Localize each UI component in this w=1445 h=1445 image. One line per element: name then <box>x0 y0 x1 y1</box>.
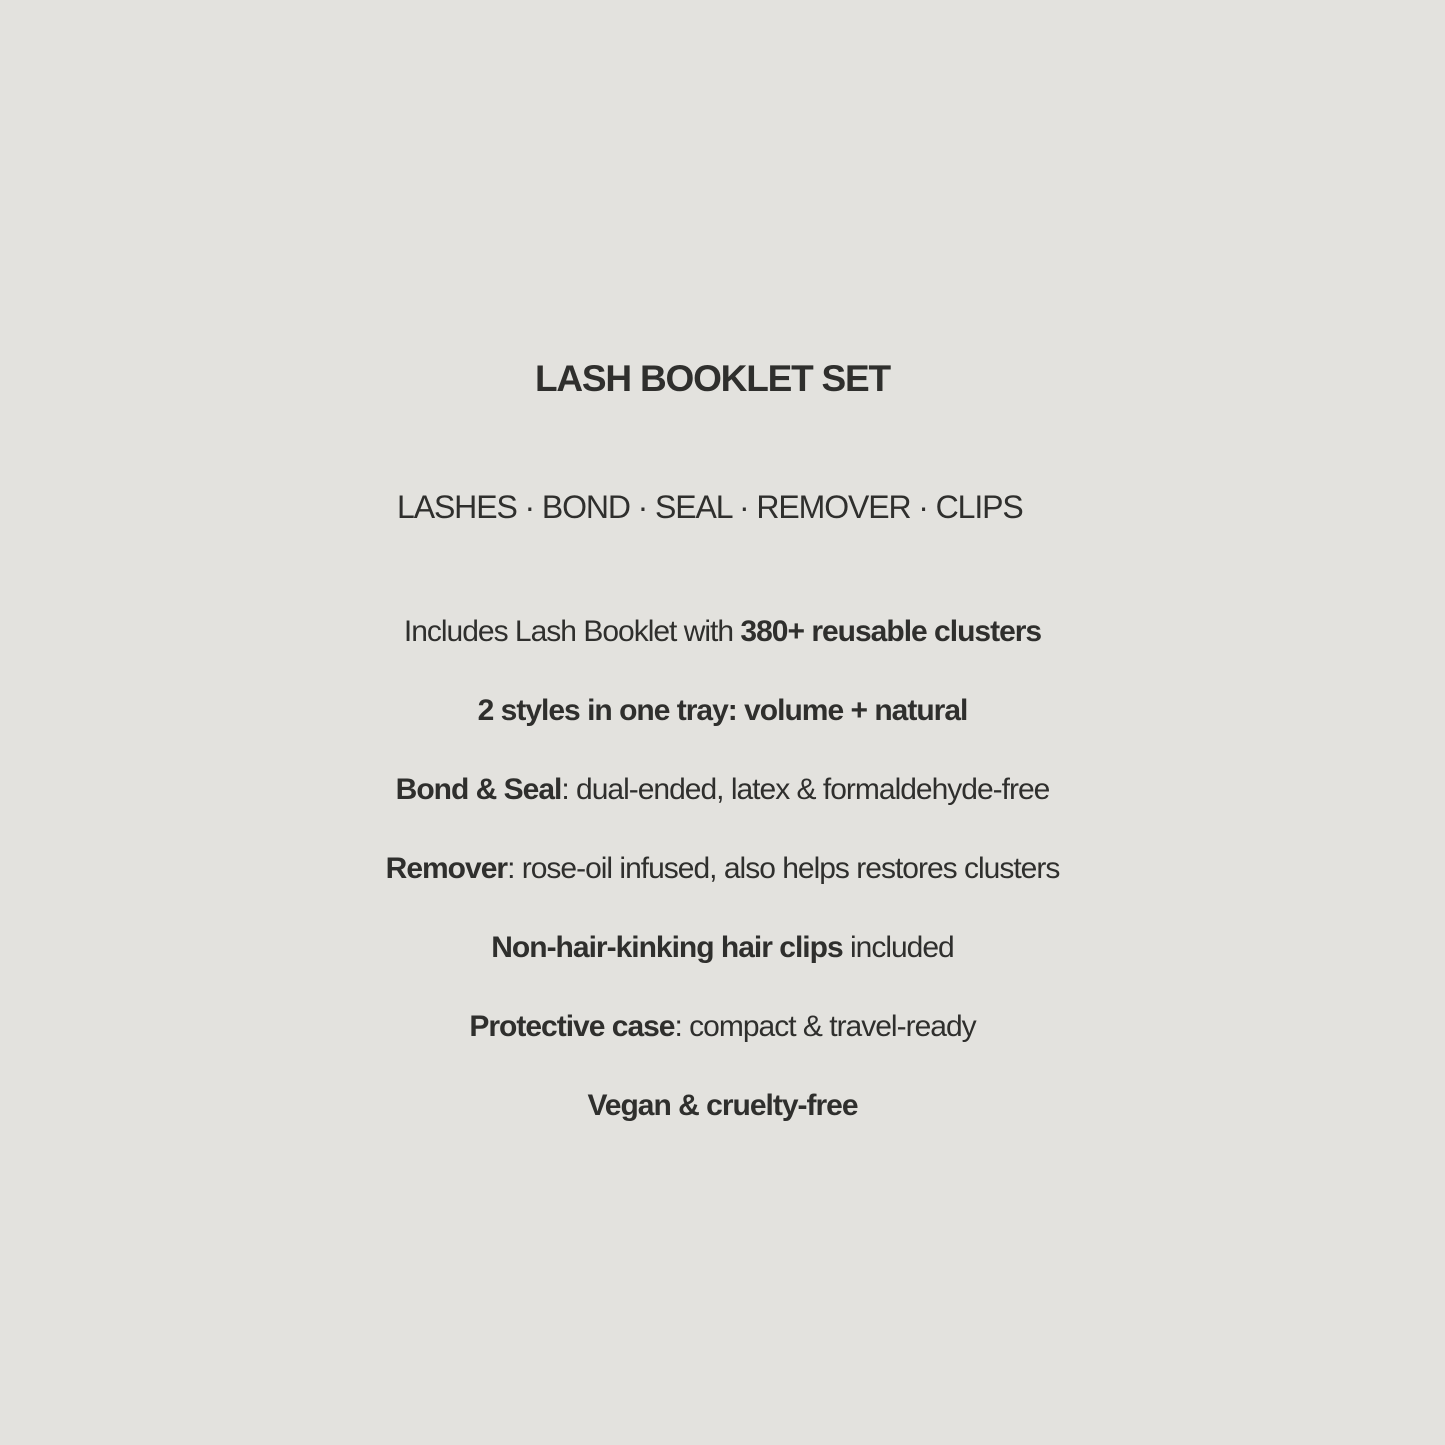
feature-list <box>0 611 1445 1164</box>
page-title: LASH BOOKLET SET <box>535 358 890 399</box>
feature-item-booklet <box>0 611 1445 690</box>
feature-lead-text: Includes Lash Booklet with <box>403 615 741 648</box>
feature-tail-text: included <box>842 931 954 964</box>
feature-tail-text: : compact & travel-ready <box>674 1010 976 1043</box>
feature-highlight-text: 380+ reusable clusters <box>740 615 1042 648</box>
components-line: LASHES · BOND · SEAL · REMOVER · CLIPS <box>397 489 1023 525</box>
feature-item-styles <box>0 690 1445 769</box>
feature-highlight-text: Vegan & cruelty-free <box>587 1089 858 1122</box>
feature-highlight-text: Non-hair-kinking hair clips <box>491 931 843 964</box>
feature-highlight-text: Bond & Seal <box>395 773 562 806</box>
feature-tail-text: : dual-ended, latex & formaldehyde-free <box>561 773 1050 806</box>
feature-item-bond-seal <box>0 769 1445 848</box>
feature-highlight-text: 2 styles in one tray: volume + natural <box>477 694 968 727</box>
feature-item-remover <box>0 848 1445 927</box>
feature-item-vegan <box>0 1085 1445 1164</box>
feature-item-clips <box>0 927 1445 1006</box>
feature-tail-text: : rose-oil infused, also helps restores clusters <box>507 852 1060 885</box>
feature-highlight-text: Remover <box>385 852 508 885</box>
feature-item-case <box>0 1006 1445 1085</box>
feature-highlight-text: Protective case <box>469 1010 675 1043</box>
